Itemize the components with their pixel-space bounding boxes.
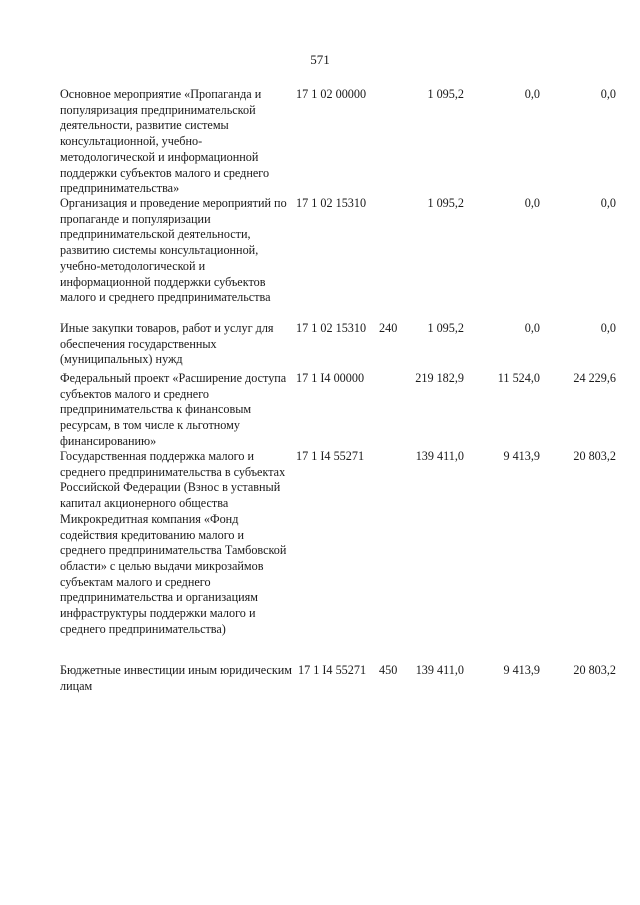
row-code: 17 1 I4 55271 bbox=[296, 449, 365, 463]
row-expense-type: 450 bbox=[379, 663, 398, 677]
row-description: Бюджетные инвестиции иным юридическим лицам bbox=[60, 663, 293, 693]
row-description: Иные закупки товаров, работ и услуг для обеспечения государственных (муниципальных) нужд bbox=[60, 321, 274, 367]
row-code: 17 1 I4 00000 bbox=[296, 371, 365, 385]
row-value-3: 0,0 bbox=[600, 87, 616, 101]
row-value-1: 1 095,2 bbox=[427, 87, 464, 101]
row-value-2: 11 524,0 bbox=[497, 371, 540, 385]
row-value-1: 1 095,2 bbox=[427, 196, 464, 210]
row-value-1: 219 182,9 bbox=[415, 371, 464, 385]
row-expense-type: 240 bbox=[379, 321, 398, 335]
row-value-1: 139 411,0 bbox=[415, 449, 464, 463]
row-value-3: 0,0 bbox=[600, 196, 616, 210]
row-value-2: 0,0 bbox=[524, 321, 540, 335]
row-value-1: 1 095,2 bbox=[427, 321, 464, 335]
row-description: Организация и проведение мероприятий по пропаганде и популяризации предпринимательской деятельности, развитию системы консультационной, учебно-методологической и информационной поддержки субъектов малого и среднего предпринимательства bbox=[60, 196, 287, 305]
row-code: 17 1 02 15310 bbox=[296, 196, 367, 210]
row-value-2: 0,0 bbox=[524, 196, 540, 210]
row-code: 17 1 I4 55271 bbox=[298, 663, 367, 677]
row-code: 17 1 02 00000 bbox=[296, 87, 367, 101]
row-value-1: 139 411,0 bbox=[415, 663, 464, 677]
row-code: 17 1 02 15310 bbox=[296, 321, 367, 335]
row-value-3: 24 229,6 bbox=[573, 371, 616, 385]
row-value-3: 0,0 bbox=[600, 321, 616, 335]
row-value-2: 9 413,9 bbox=[503, 663, 540, 677]
row-value-2: 0,0 bbox=[524, 87, 540, 101]
row-value-2: 9 413,9 bbox=[503, 449, 540, 463]
row-description: Федеральный проект «Расширение доступа субъектов малого и среднего предпринимательства к финансовым ресурсам, в том числе к льготному финансированию» bbox=[60, 371, 287, 448]
page-number: 571 bbox=[310, 52, 330, 67]
row-value-3: 20 803,2 bbox=[573, 449, 616, 463]
row-value-3: 20 803,2 bbox=[573, 663, 616, 677]
row-description: Основное мероприятие «Пропаганда и популяризация предпринимательской деятельности, развитие системы консультационной, учебно-методологической и информационной поддержки субъектов малого и среднего предпринимательства» bbox=[60, 87, 270, 196]
row-description: Государственная поддержка малого и среднего предпринимательства в субъектах Российской Федерации (Взнос в уставный капитал акционерного общества Микрокредитная компания «Фонд содействия кредитованию малого и среднего предпринимательства Тамбовской области» с целью выдачи микрозаймов субъектам малого и среднего предпринимательства и организациям инфраструктуры поддержки малого и среднего предпринимательства) bbox=[60, 449, 287, 636]
